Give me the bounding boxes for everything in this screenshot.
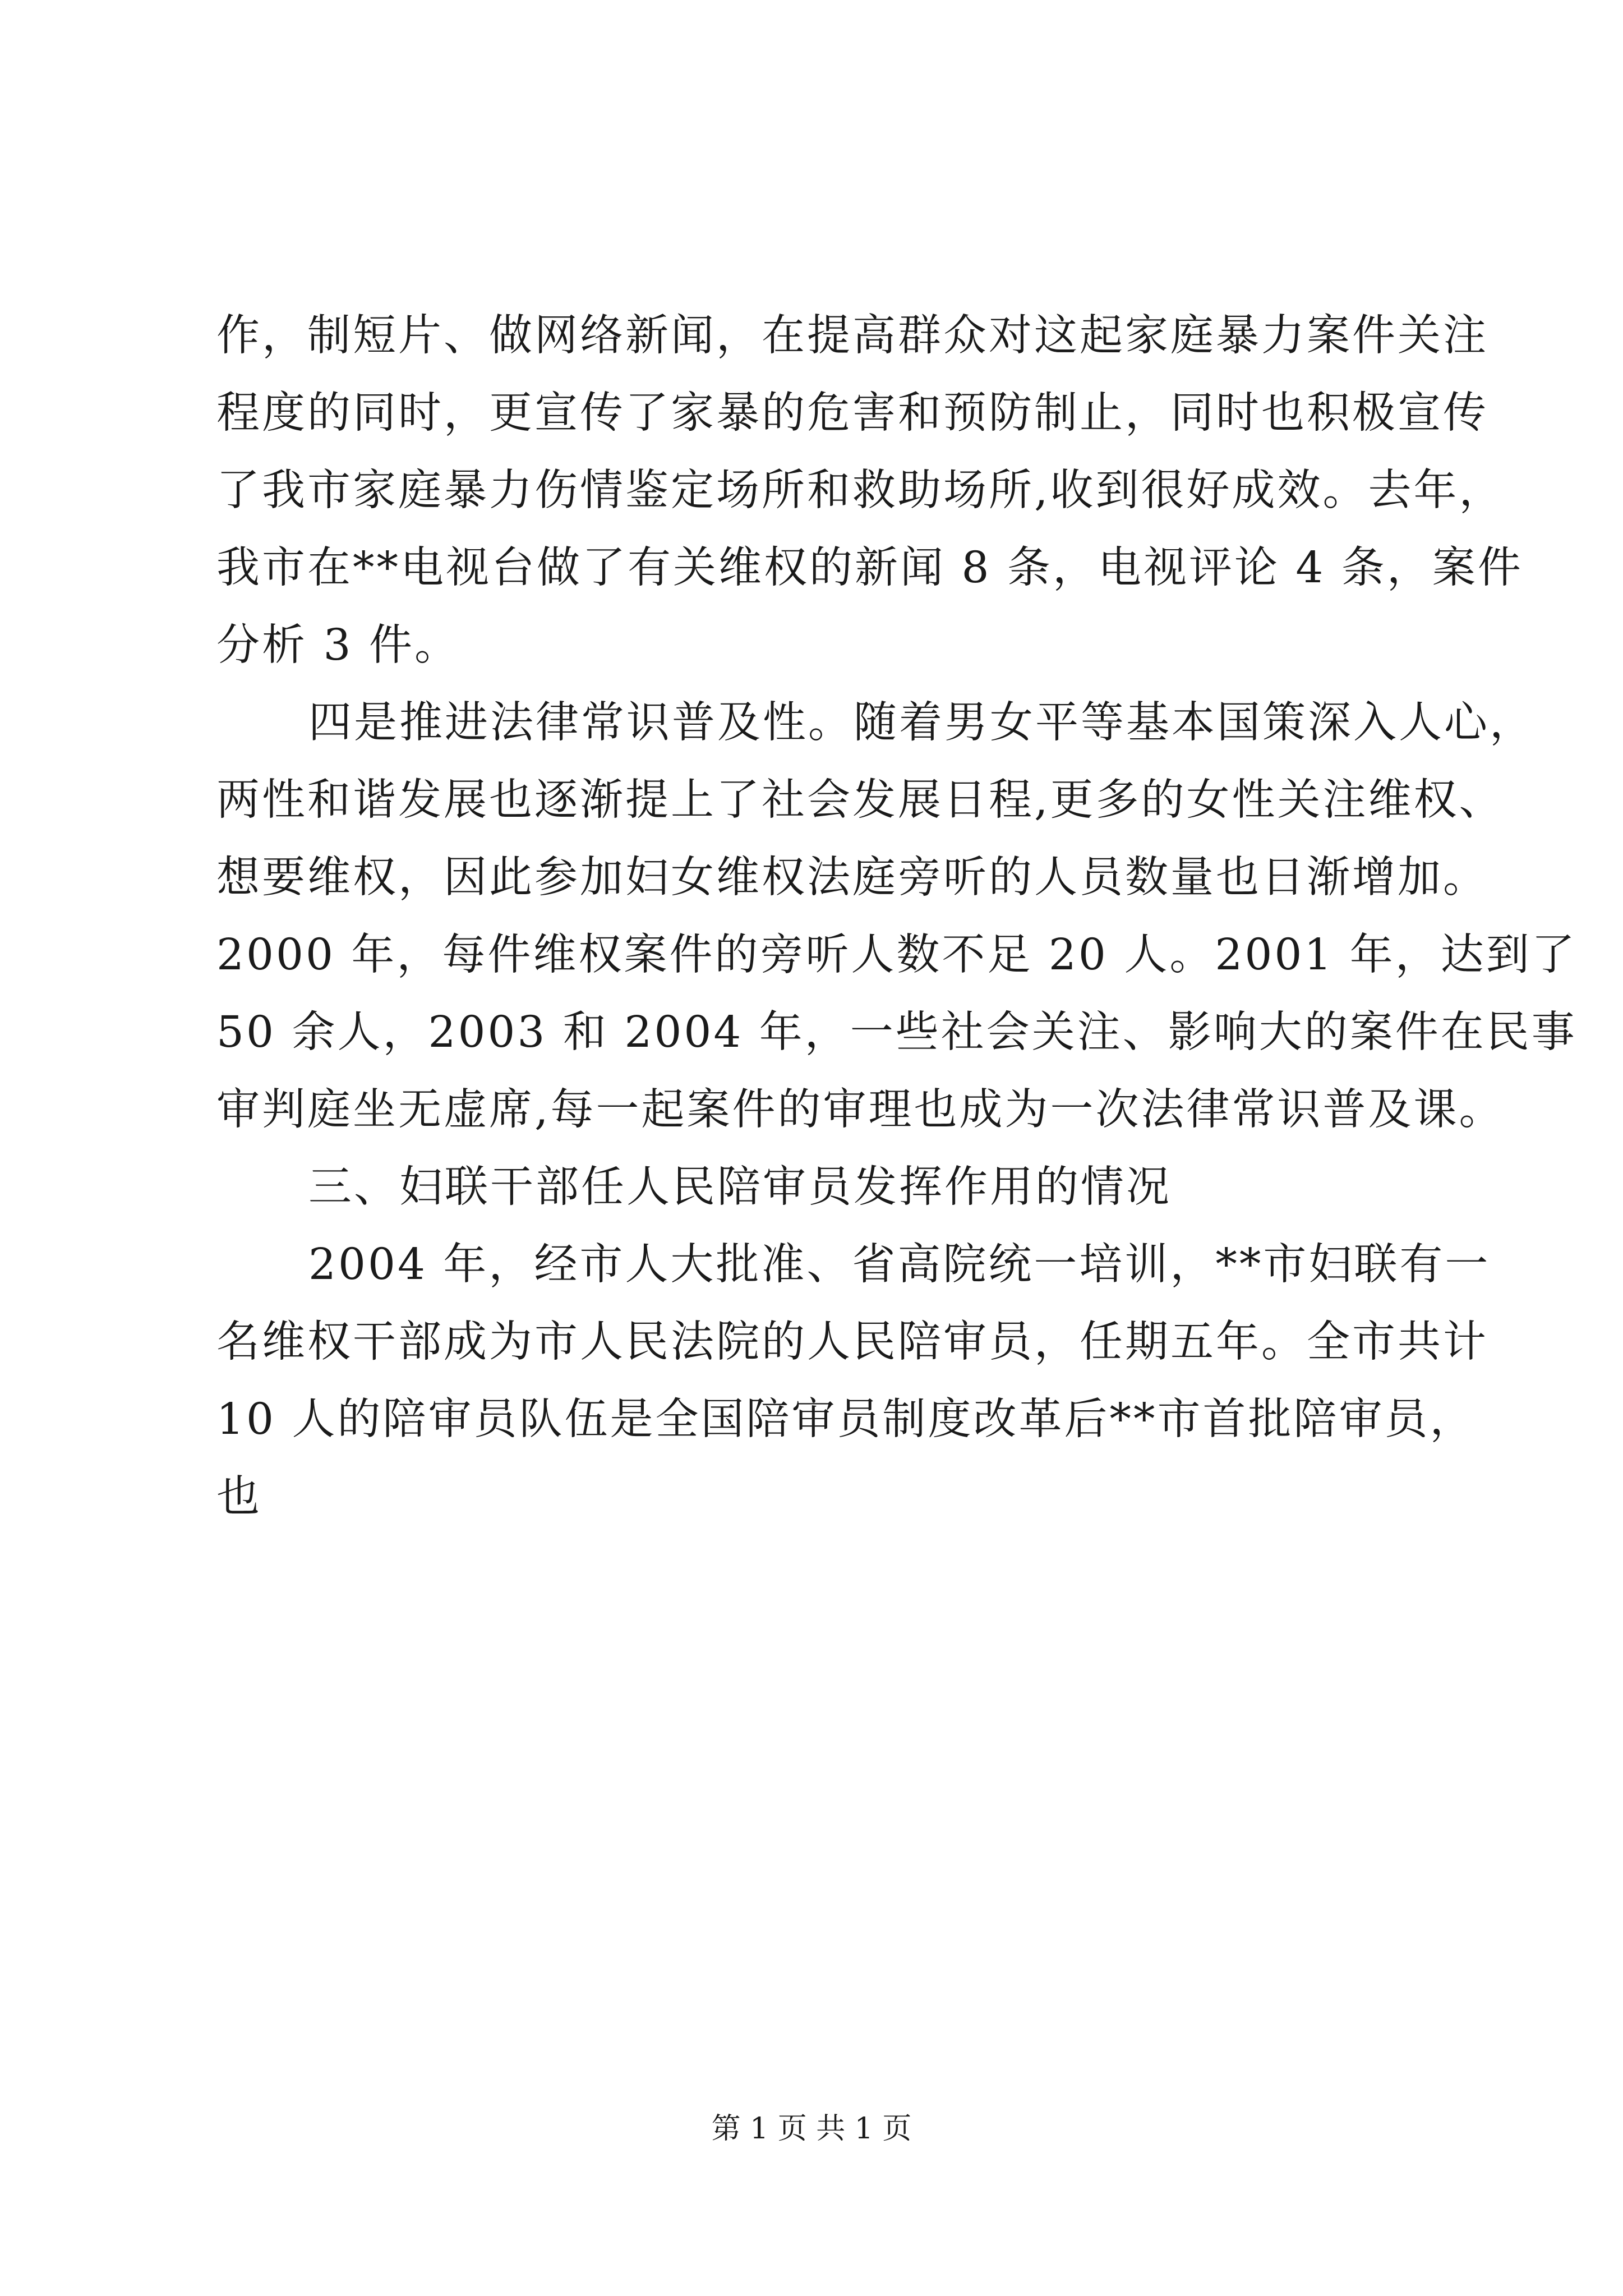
text-line: 也 [216, 1472, 262, 1522]
paragraph-start-line: 2004 年，经市人大批准、省高院统一培训，**市妇联有一 [308, 1240, 1491, 1290]
text-line: 两性和谐发展也逐渐提上了社会发展日程,更多的女性关注维权、 [216, 775, 1505, 825]
body-text [216, 297, 1577, 1536]
text-line: 程度的同时，更宣传了家暴的危害和预防制止，同时也积极宣传 [216, 388, 1488, 438]
text-line: 10 人的陪审员队伍是全国陪审员制度改革后**市首批陪审员， [216, 1395, 1476, 1444]
text-line: 我市在**电视台做了有关维权的新闻 8 条，电视评论 4 条，案件 [216, 543, 1523, 593]
text-line: 2000 年，每件维权案件的旁听人数不足 20 人。2001 年，达到了 [216, 930, 1577, 980]
text-line: 分析 3 件。 [216, 620, 460, 670]
page-number-footer: 第 1 页 共 1 页 [711, 2112, 912, 2146]
text-line: 审判庭坐无虚席,每一起案件的审理也成为一次法律常识普及课。 [216, 1085, 1505, 1135]
text-line: 名维权干部成为市人民法院的人民陪审员，任期五年。全市共计 [216, 1317, 1488, 1367]
paragraph-start-line: 四是推进法律常识普及性。随着男女平等基本国策深入人心， [308, 698, 1535, 748]
section-heading: 三、妇联干部任人民陪审员发挥作用的情况 [308, 1162, 1172, 1212]
text-line: 了我市家庭暴力伤情鉴定场所和救助场所,收到很好成效。去年， [216, 466, 1505, 516]
text-line: 作，制短片、做网络新闻，在提高群众对这起家庭暴力案件关注 [216, 311, 1488, 361]
text-line: 50 余人，2003 和 2004 年，一些社会关注、影响大的案件在民事 [216, 1007, 1577, 1057]
text-line: 想要维权，因此参加妇女维权法庭旁听的人员数量也日渐增加。 [216, 853, 1488, 903]
